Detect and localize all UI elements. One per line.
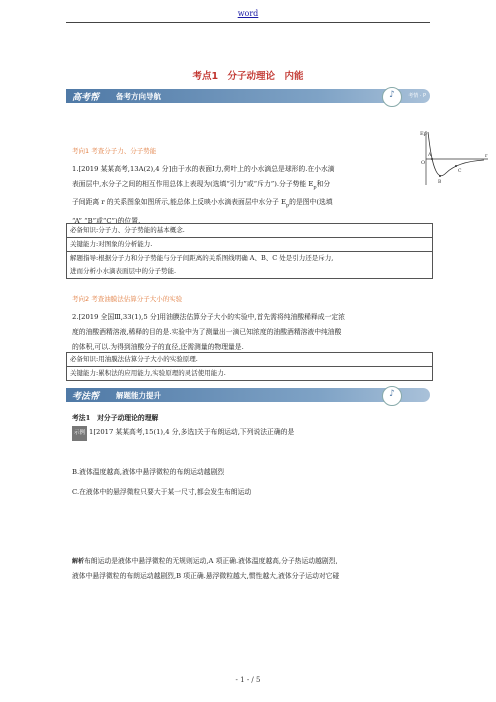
option-b: B.液体温度越高,液体中悬浮微粒的布朗运动越剧烈 bbox=[72, 468, 225, 476]
band-sub-label: 备考方向导航 bbox=[116, 92, 161, 101]
band2-main-label: 考法帮 bbox=[72, 392, 100, 402]
section2-title: 考向2 考查油膜法估算分子大小的实验 bbox=[72, 295, 183, 303]
q1-line-4: “A” “B”或“C”)的位置. bbox=[72, 216, 141, 225]
hint-box-1 bbox=[66, 223, 433, 279]
graph-label-c: C bbox=[458, 169, 462, 174]
band-main-label: 高考帮 bbox=[72, 93, 100, 103]
header-divider bbox=[66, 22, 430, 23]
graph-point-c bbox=[455, 165, 457, 167]
section1-title: 考向1 考查分子力、分子势能 bbox=[72, 147, 157, 155]
box2-line-1: 必备知识:用油膜法估算分子大小的实验原理. bbox=[67, 353, 432, 367]
graph-x-label: r bbox=[485, 153, 488, 159]
box1-line-1: 必备知识:分子力、分子势能的基本概念. bbox=[67, 224, 432, 238]
box1-line-3: 解题指导:根据分子力和分子势能与分子间距离的关系图线明确 A、B、C 处是引力还是斥力, bbox=[70, 254, 334, 262]
graph-y-label: Ep bbox=[420, 131, 427, 137]
example-tag: 示例 bbox=[72, 426, 87, 441]
q2-line-2: 度的油酸酒精溶液,稀释的目的是.实验中为了测量出一滴已知浓度的油酸酒精溶液中纯油酸 bbox=[72, 328, 342, 336]
graph-label-b: B bbox=[438, 180, 442, 185]
band-badge-icon: ♪ bbox=[382, 87, 402, 107]
band2-sub-label: 解题能力提升 bbox=[116, 391, 161, 400]
page-footer: - 1 - / 5 bbox=[235, 676, 261, 684]
analysis-label: 解析 bbox=[72, 558, 85, 565]
potential-energy-graph bbox=[418, 129, 490, 187]
band2-badge-icon: ♪ bbox=[382, 386, 402, 406]
analysis bbox=[72, 554, 428, 584]
question-1 bbox=[72, 162, 422, 229]
band-tag: 考情 · P bbox=[408, 93, 426, 99]
option-c: C.在液体中的悬浮微粒只要大于某一尺寸,都会发生布朗运动 bbox=[72, 488, 252, 496]
q1-line-3: 子间距离 r 的关系图象如图所示,能总体上反映小水滴表面层中水分子 $E_p$的是图中(选填 bbox=[72, 198, 333, 209]
box2-line-2: 关键能力:累积法的应用能力,实验原理的灵活使用能力. bbox=[70, 369, 226, 377]
q2-line-1: 2.[2019 全国Ⅲ,33(1),5 分]用油膜法估算分子大小的实验中,首先需将纯油酸稀释成一定浓 bbox=[72, 313, 345, 321]
box1-line-2: 关键能力:对图象的分析能力. bbox=[67, 238, 432, 252]
q2-line-3: 的体积,可以.为得到油酸分子的直径,还需测量的物理量是. bbox=[72, 343, 244, 351]
question-2 bbox=[72, 310, 427, 355]
analysis-line-1: 解析布朗运动是液体中悬浮微粒的无规则运动,A 项正确.液体温度越高,分子热运动越剧烈, bbox=[72, 557, 338, 565]
example-1: 示例 1[2017 某某高考,15(1),4 分,多选]关于布朗运动,下列说法正确的是 bbox=[72, 425, 422, 441]
graph-point-a bbox=[431, 158, 433, 160]
page-title: 考点1 分子动理论 内能 bbox=[192, 71, 304, 82]
hint-box-2 bbox=[66, 352, 433, 381]
graph-origin-label: O bbox=[421, 160, 426, 166]
method-title: 考法1 对分子动理论的理解 bbox=[72, 414, 159, 422]
graph-point-b bbox=[439, 175, 441, 177]
section-band-kaofabang bbox=[66, 388, 430, 402]
graph-curve bbox=[428, 132, 484, 176]
graph-label-a: A bbox=[428, 153, 432, 158]
analysis-line-2: 液体中悬浮微粒的布朗运动越剧烈,B 项正确.悬浮微粒越大,惯性越大,液体分子运动对它碰 bbox=[72, 572, 340, 580]
box1-line-4: 进而分析小水滴表面层中的分子势能. bbox=[70, 267, 177, 275]
header-word-link[interactable]: word bbox=[237, 9, 259, 18]
section-band-gaokaobang bbox=[66, 89, 430, 103]
q1-line-1: 1.[2019 某某高考,13A(2),4 分]由于水的表面Ⅰ力,荷叶上的小水滴总是球形的.在小水滴 bbox=[72, 165, 335, 173]
q1-line-2: 表面层中,水分子之间的相互作用总体上表现为(选填“引力”或“斥力”).分子势能 $E_p$和分 bbox=[72, 180, 331, 191]
